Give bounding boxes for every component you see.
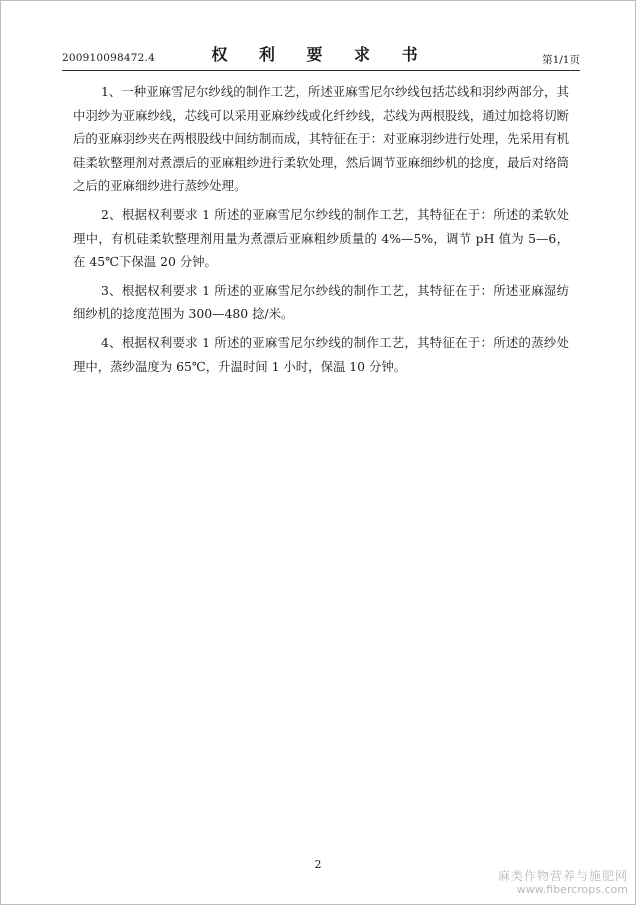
page-of-pages: 第1/1页: [542, 54, 580, 66]
claims-body: [73, 80, 569, 383]
page-number: 2: [314, 858, 322, 871]
site-watermark: [498, 870, 628, 896]
claim-4: 4、根据权利要求 1 所述的亚麻雪尼尔纱线的制作工艺，其特征在于：所述的蒸纱处理中，蒸纱温度为 65℃，升温时间 1 小时，保温 10 分钟。: [73, 334, 569, 374]
header-rule: [62, 70, 580, 71]
document-title: 权 利 要 求 书: [211, 45, 431, 64]
claim-3: 3、根据权利要求 1 所述的亚麻雪尼尔纱线的制作工艺，其特征在于：所述亚麻湿纺细纱机的捻度范围为 300—480 捻/米。: [73, 282, 569, 322]
watermark-url: www.fibercrops.com: [516, 883, 628, 896]
claim-1: 1、一种亚麻雪尼尔纱线的制作工艺，所述亚麻雪尼尔纱线包括芯线和羽纱两部分，其中羽纱为亚麻纱线，芯线可以采用亚麻纱线或化纤纱线，芯线为两根股线，通过加捻将切断后的亚麻羽纱夹在两根股线中间纺制而成，其特征在于：对亚麻羽纱进行处理，先采用有机硅柔软整理剂对煮漂后的亚麻粗纱进行柔软处理，然后调节亚麻细纱机的捻度，最后对络筒之后的亚麻细纱进行蒸纱处理。: [73, 84, 569, 194]
watermark-site-name: 麻类作物营养与施肥网: [497, 869, 628, 883]
claim-2: 2、根据权利要求 1 所述的亚麻雪尼尔纱线的制作工艺，其特征在于：所述的柔软处理中，有机硅柔软整理剂用量为煮漂后亚麻粗纱质量的 4%—5%，调节 pH 值为 5—6，在 45℃下保温 20 分钟。: [73, 206, 569, 270]
page-header: [62, 38, 580, 70]
application-number: 200910098472.4: [62, 52, 155, 64]
